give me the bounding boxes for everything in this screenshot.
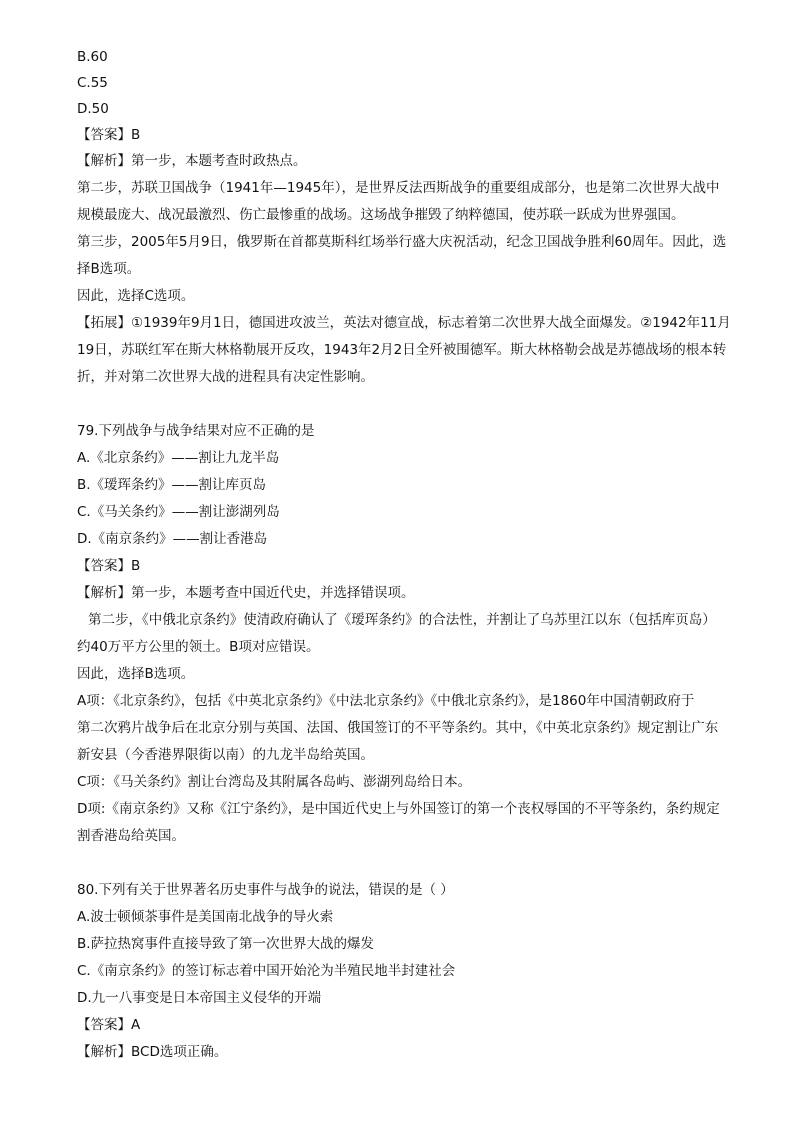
q78-extension-line: 19日，苏联红军在斯大林格勒展开反攻，1943年2月2日全歼被围德军。斯大林格勒会战是苏德战场的根本转 [77, 342, 727, 358]
q78-conclusion: 因此，选择C选项。 [77, 288, 195, 304]
q80-option-c: C.《南京条约》的签订标志着中国开始沦为半殖民地半封建社会 [77, 963, 456, 979]
q78-analysis-line: 第二步，苏联卫国战争（1941年—1945年），是世界反法西斯战争的重要组成部分，也是第二次世界大战中 [77, 180, 720, 196]
q79-option-a: A.《北京条约》——割让九龙半岛 [77, 450, 280, 466]
q80-option-d: D.九一八事变是日本帝国主义侵华的开端 [77, 990, 322, 1006]
q79-analysis-line: 【解析】第一步，本题考查中国近代史，并选择错误项。 [77, 585, 415, 601]
q80-analysis: 【解析】BCD选项正确。 [77, 1044, 228, 1060]
q78-extension-line: 折，并对第二次世界大战的进程具有决定性影响。 [77, 369, 374, 385]
q79-analysis-line: 第二步，《中俄北京条约》使清政府确认了《瑷珲条约》的合法性，并割让了乌苏里江以东（包括库页岛） [88, 612, 716, 628]
q80-option-a: A.波士顿倾茶事件是美国南北战争的导火索 [77, 909, 334, 925]
q79-analysis-line: 割香港岛给英国。 [77, 828, 185, 844]
q79-conclusion: 因此，选择B选项。 [77, 666, 195, 682]
q79-option-b: B.《瑷珲条约》——割让库页岛 [77, 477, 267, 493]
q78-option-d: D.50 [77, 101, 109, 117]
q79-analysis-line: D项:《南京条约》又称《江宁条约》，是中国近代史上与外国签订的第一个丧权辱国的不平等条约，条约规定 [77, 801, 720, 817]
q78-analysis-line: 第三步，2005年5月9日，俄罗斯在首都莫斯科红场举行盛大庆祝活动，纪念卫国战争胜利60周年。因此，选 [77, 234, 727, 250]
q79-analysis-line: 第二次鸦片战争后在北京分别与英国、法国、俄国签订的不平等条约。其中，《中英北京条约》规定割让广东 [77, 720, 719, 736]
q78-extension-line: 【拓展】①1939年9月1日，德国进攻波兰，英法对德宣战，标志着第二次世界大战全面爆发。②1942年11月 [77, 315, 731, 331]
q79-answer: 【答案】B [77, 558, 141, 574]
q78-analysis-line: 择B选项。 [77, 261, 141, 277]
q78-answer: 【答案】B [77, 127, 141, 143]
q79-option-d: D.《南京条约》——割让香港岛 [77, 531, 268, 547]
q78-option-b: B.60 [77, 49, 108, 65]
q78-analysis-line: 【解析】第一步，本题考查时政热点。 [77, 153, 307, 169]
q79-question: 79.下列战争与战争结果对应不正确的是 [77, 423, 315, 439]
q79-analysis-line: A项：《北京条约》，包括《中英北京条约》《中法北京条约》《中俄北京条约》，是1860年中国清朝政府于 [77, 693, 695, 709]
q79-analysis-line: 新安县（今香港界限街以南）的九龙半岛给英国。 [77, 747, 374, 763]
q80-answer: 【答案】A [77, 1017, 141, 1033]
q79-analysis-line: C项：《马关条约》割让台湾岛及其附属各岛屿、澎湖列岛给日本。 [77, 774, 472, 790]
q78-analysis-line: 规模最庞大、战况最激烈、伤亡最惨重的战场。这场战争摧毁了纳粹德国，使苏联一跃成为世界强国。 [77, 207, 685, 223]
q80-option-b: B.萨拉热窝事件直接导致了第一次世界大战的爆发 [77, 936, 375, 952]
q79-analysis-line: 约40万平方公里的领土。B项对应错误。 [77, 639, 320, 655]
q78-option-c: C.55 [77, 75, 108, 91]
q80-question: 80.下列有关于世界著名历史事件与战争的说法，错误的是（ ） [77, 882, 454, 898]
q79-option-c: C.《马关条约》——割让澎湖列岛 [77, 504, 280, 520]
